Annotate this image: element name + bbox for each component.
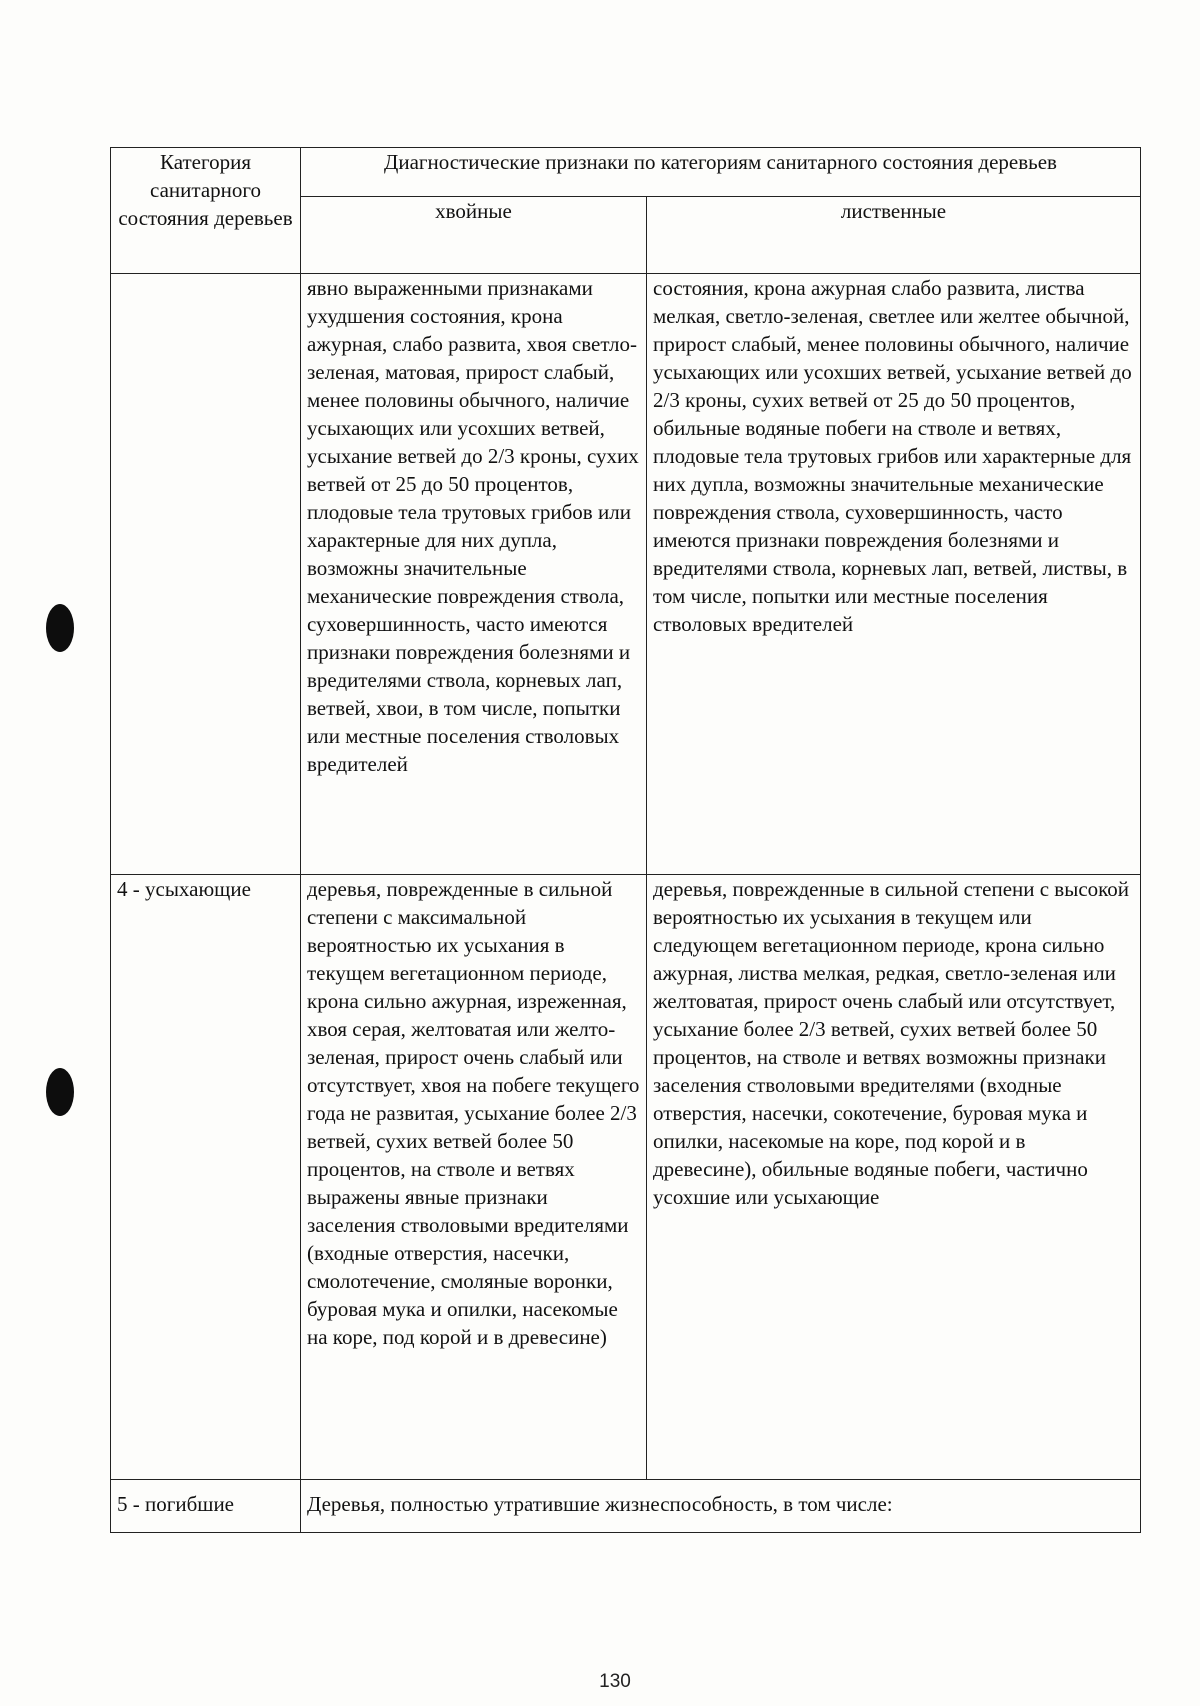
punch-hole-mark bbox=[46, 1068, 74, 1116]
sanitary-condition-table bbox=[110, 147, 1141, 1533]
page-number: 130 bbox=[599, 1671, 631, 1692]
table-header-row bbox=[111, 148, 1141, 197]
table-row bbox=[111, 1480, 1141, 1533]
deciduous-cell: деревья, поврежденные в сильной степени с высокой вероятностью их усыхания в текущем или следующем вегетационном периоде, крона сильно ажурная, листва мелкая, редкая, светло-зеленая или желтоватая, прирост очень слабый или отсутствует, усыхание более 2/3 ветвей, сухих ветвей более 50 процентов, на стволе и ветвях возможны признаки заселения стволовыми вредителями (входные отверстия, насечки, сокотечение, буровая мука и опилки, насекомые на коре, под корой и в древесине), обильные водяные побеги, частично усохшие или усыхающие bbox=[647, 875, 1141, 1480]
deciduous-cell: состояния, крона ажурная слабо развита, листва мелкая, светло-зеленая, светлее или желтее обычной, прирост слабый, менее половины обычного, наличие усыхающих или усохших ветвей, усыхание ветвей до 2/3 кроны, сухих ветвей от 25 до 50 процентов, обильные водяные побеги на стволе и ветвях, плодовые тела трутовых грибов или характерные для них дупла, возможны значительные механические повреждения ствола, суховершинность, часто имеются признаки повреждения болезнями и вредителями ствола, корневых лап, ветвей, листвы, в том числе, попытки или местные поселения стволовых вредителей bbox=[647, 274, 1141, 875]
table-row bbox=[111, 875, 1141, 1480]
merged-description-cell: Деревья, полностью утратившие жизнеспособность, в том числе: bbox=[301, 1480, 1141, 1533]
diagnostic-column-header: Диагностические признаки по категориям санитарного состояния деревьев bbox=[301, 148, 1141, 197]
coniferous-cell: явно выраженными признаками ухудшения состояния, крона ажурная, слабо развита, хвоя светло-зеленая, матовая, прирост слабый, менее половины обычного, наличие усыхающих или усохших ветвей, усыхание ветвей до 2/3 кроны, сухих ветвей от 25 до 50 процентов, плодовые тела трутовых грибов или характерные для них дупла, возможны значительные механические повреждения ствола, суховершинность, часто имеются признаки повреждения болезнями и вредителями ствола, корневых лап, ветвей, хвои, в том числе, попытки или местные поселения стволовых вредителей bbox=[301, 274, 647, 875]
deciduous-column-header: лиственные bbox=[647, 197, 1141, 274]
category-cell: 4 - усыхающие bbox=[111, 875, 301, 1480]
coniferous-column-header: хвойные bbox=[301, 197, 647, 274]
category-cell bbox=[111, 274, 301, 875]
table-row bbox=[111, 274, 1141, 875]
category-column-header: Категория санитарного состояния деревьев bbox=[111, 148, 301, 274]
punch-hole-mark bbox=[46, 604, 74, 652]
category-cell: 5 - погибшие bbox=[111, 1480, 301, 1533]
coniferous-cell: деревья, поврежденные в сильной степени с максимальной вероятностью их усыхания в текущем вегетационном периоде, крона сильно ажурная, изреженная, хвоя серая, желтоватая или желто-зеленая, прирост очень слабый или отсутствует, хвоя на побеге текущего года не развитая, усыхание более 2/3 ветвей, сухих ветвей более 50 процентов, на стволе и ветвях выражены явные признаки заселения стволовыми вредителями (входные отверстия, насечки, смолотечение, смоляные воронки, буровая мука и опилки, насекомые на коре, под корой и в древесине) bbox=[301, 875, 647, 1480]
